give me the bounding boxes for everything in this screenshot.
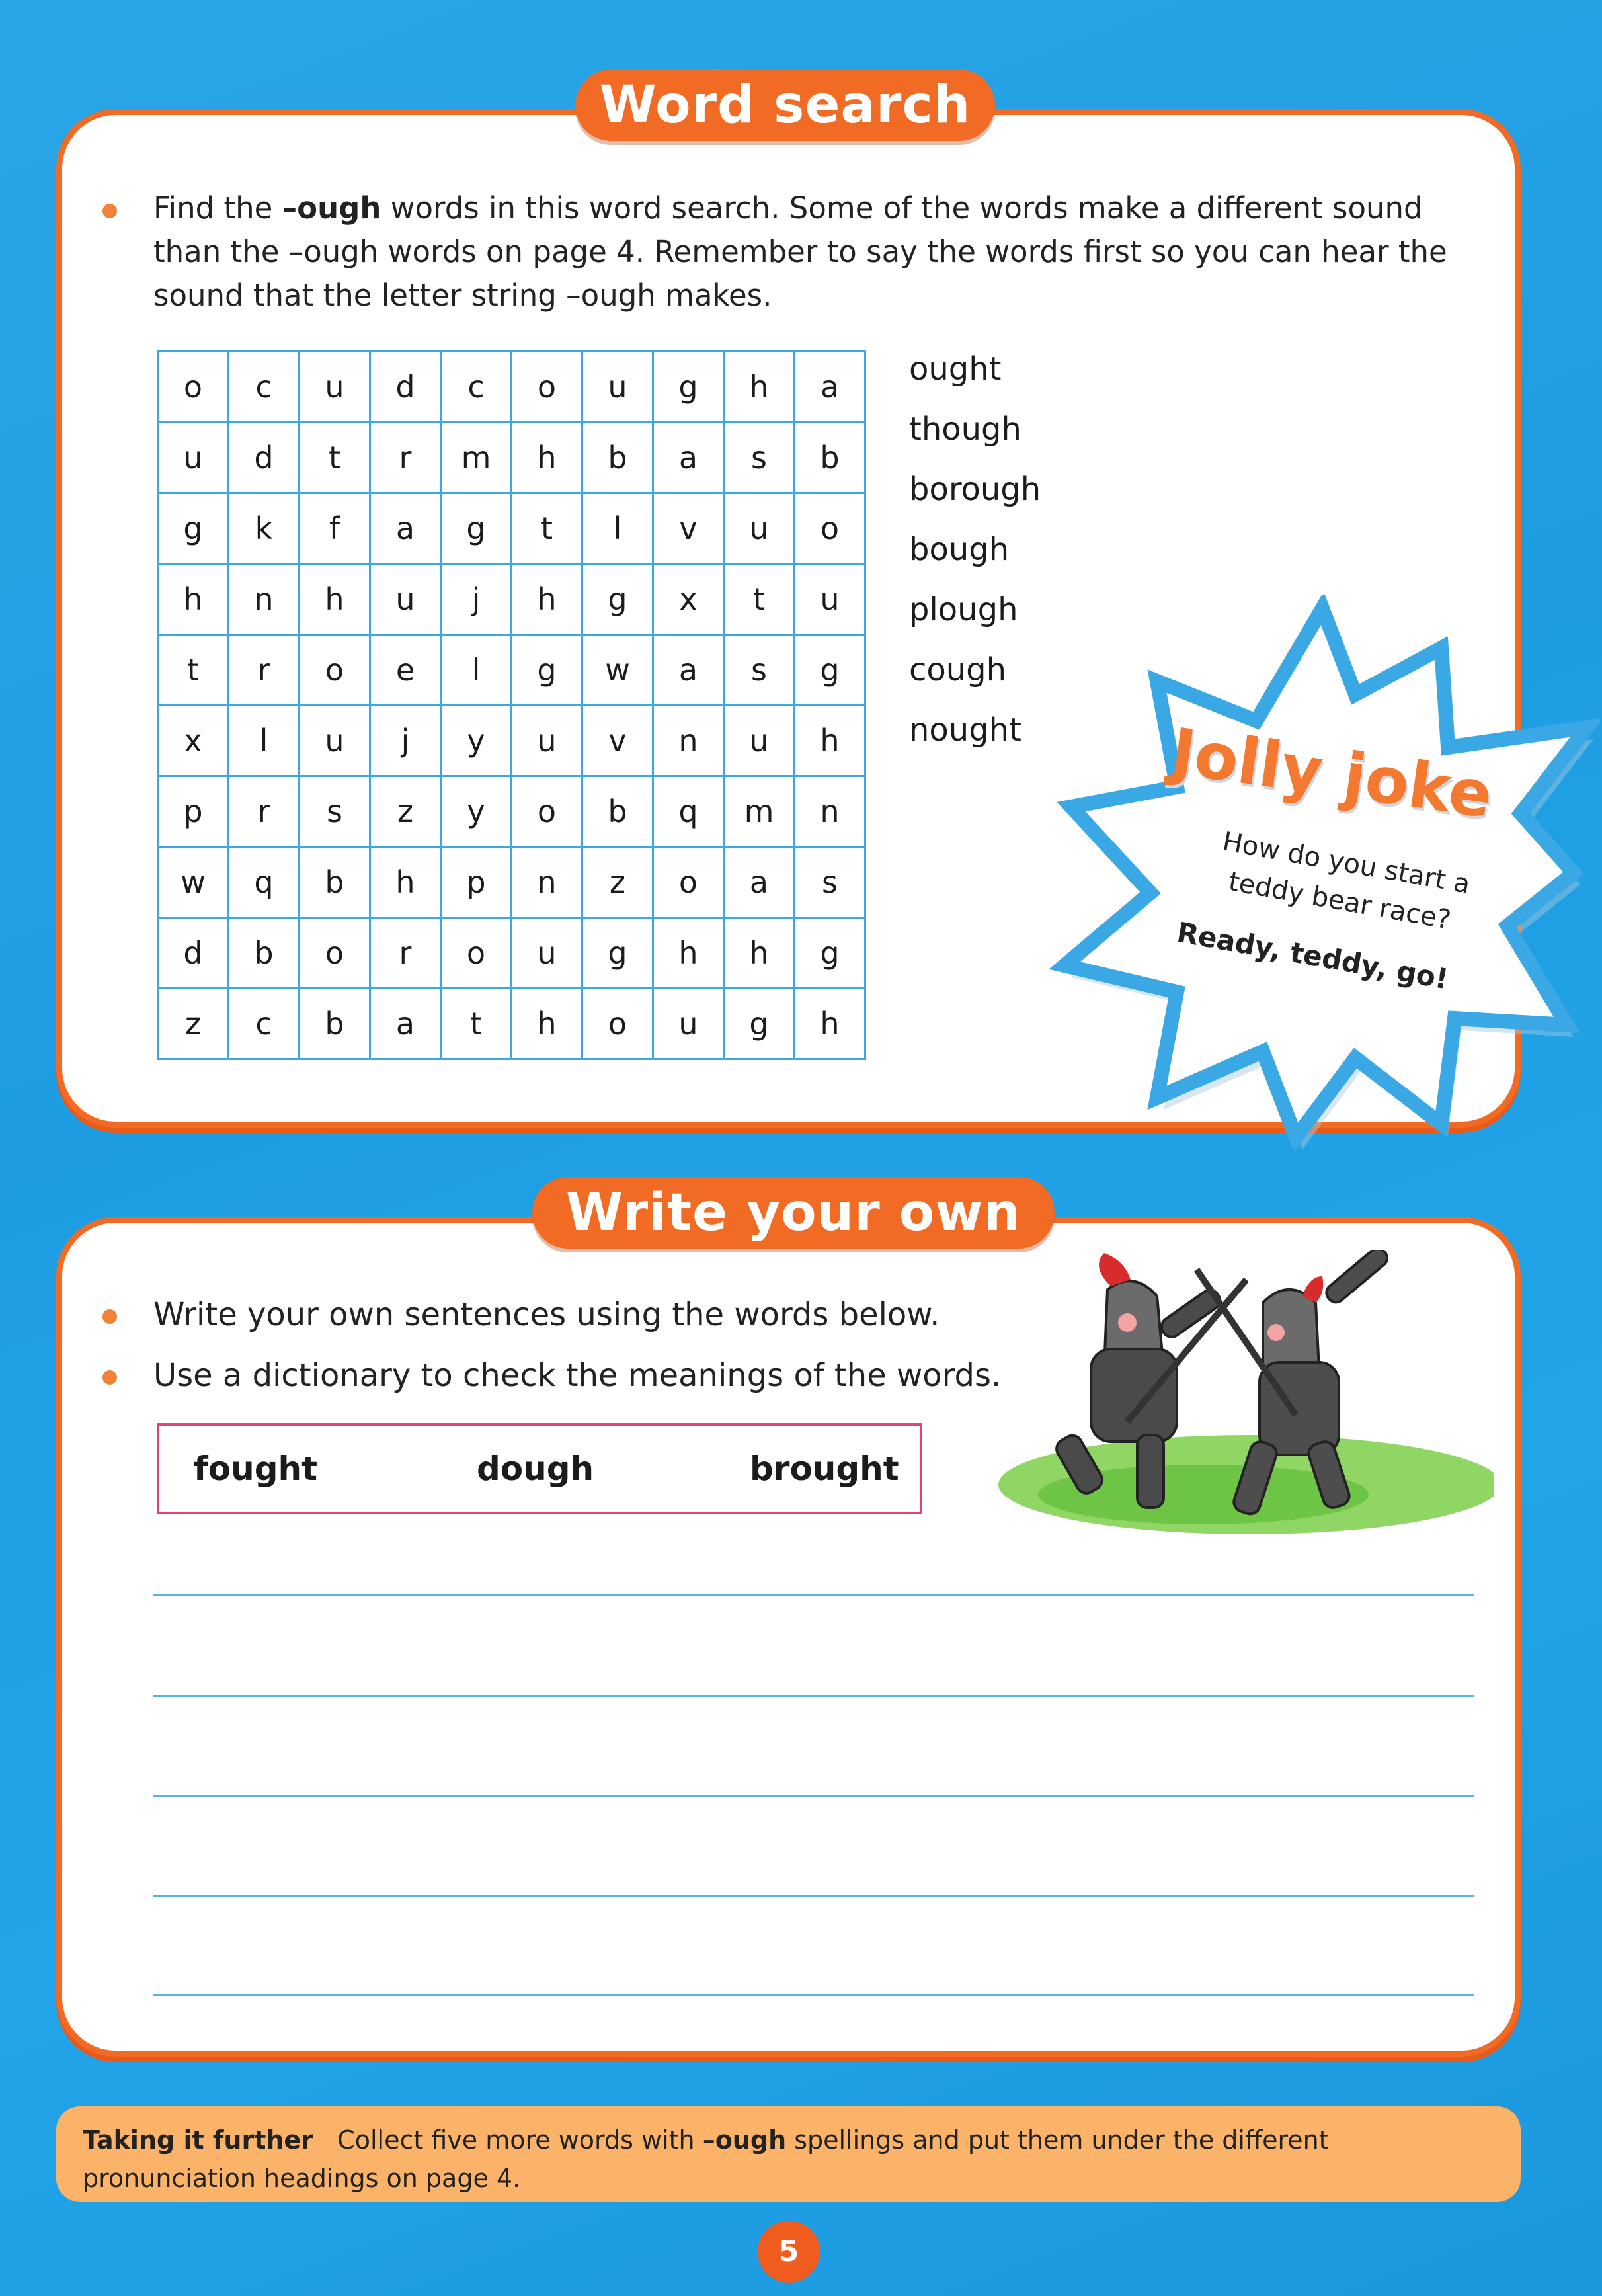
grid-cell[interactable]: p bbox=[441, 847, 512, 918]
word-list-item: plough bbox=[909, 591, 1018, 628]
grid-cell[interactable]: b bbox=[795, 423, 865, 493]
grid-cell[interactable]: u bbox=[512, 706, 582, 776]
grid-cell[interactable]: o bbox=[512, 352, 582, 423]
grid-cell[interactable]: r bbox=[370, 423, 441, 493]
taking-it-further-box bbox=[56, 2106, 1521, 2202]
writing-line[interactable] bbox=[153, 1895, 1474, 1897]
grid-cell[interactable]: g bbox=[582, 918, 653, 989]
grid-cell[interactable]: g bbox=[795, 635, 865, 706]
grid-cell[interactable]: b bbox=[582, 776, 653, 847]
word-search-instruction bbox=[153, 186, 1476, 317]
grid-cell[interactable]: f bbox=[300, 493, 370, 564]
grid-cell[interactable]: s bbox=[724, 635, 795, 706]
grid-cell[interactable]: h bbox=[512, 564, 582, 635]
grid-cell[interactable]: u bbox=[724, 706, 795, 776]
grid-row bbox=[158, 423, 865, 493]
word-list bbox=[909, 344, 1041, 765]
grid-cell[interactable]: g bbox=[653, 352, 724, 423]
grid-cell[interactable]: o bbox=[653, 847, 724, 918]
grid-cell[interactable]: j bbox=[441, 564, 512, 635]
grid-cell[interactable]: d bbox=[229, 423, 300, 493]
grid-cell[interactable]: b bbox=[229, 918, 300, 989]
grid-cell[interactable]: t bbox=[158, 635, 229, 706]
word-search-heading: Word search bbox=[575, 69, 995, 141]
word-list-item: borough bbox=[909, 471, 1041, 508]
grid-cell[interactable]: o bbox=[300, 635, 370, 706]
grid-cell[interactable]: g bbox=[724, 989, 795, 1059]
writing-line[interactable] bbox=[153, 1594, 1474, 1596]
grid-cell[interactable]: c bbox=[441, 352, 512, 423]
grid-cell[interactable]: h bbox=[370, 847, 441, 918]
word-bank-item: fought bbox=[194, 1450, 317, 1488]
grid-cell[interactable]: a bbox=[653, 423, 724, 493]
grid-cell[interactable]: z bbox=[582, 847, 653, 918]
grid-cell[interactable]: t bbox=[441, 989, 512, 1059]
grid-cell[interactable]: g bbox=[158, 493, 229, 564]
grid-cell[interactable]: g bbox=[795, 918, 865, 989]
instruction-bold-ough: –ough bbox=[282, 190, 381, 226]
grid-cell[interactable]: v bbox=[582, 706, 653, 776]
grid-cell[interactable]: u bbox=[653, 989, 724, 1059]
grid-cell[interactable]: n bbox=[512, 847, 582, 918]
grid-cell[interactable]: x bbox=[158, 706, 229, 776]
grid-row bbox=[158, 352, 865, 423]
grid-cell[interactable]: a bbox=[795, 352, 865, 423]
grid-cell[interactable]: q bbox=[653, 776, 724, 847]
grid-cell[interactable]: d bbox=[370, 352, 441, 423]
jolly-joke-question: How do you start a teddy bear race? bbox=[1220, 826, 1473, 936]
bullet-icon bbox=[102, 1370, 117, 1385]
grid-cell[interactable]: k bbox=[229, 493, 300, 564]
taking-it-further-bold: –ough bbox=[702, 2125, 787, 2154]
grid-row bbox=[158, 918, 865, 989]
grid-cell[interactable]: b bbox=[582, 423, 653, 493]
write-instruction-2: Use a dictionary to check the meanings of the words. bbox=[153, 1357, 1002, 1394]
grid-cell[interactable]: g bbox=[441, 493, 512, 564]
grid-cell[interactable]: b bbox=[300, 847, 370, 918]
grid-cell[interactable]: h bbox=[795, 989, 865, 1059]
grid-cell[interactable]: h bbox=[300, 564, 370, 635]
grid-cell[interactable]: n bbox=[229, 564, 300, 635]
grid-cell[interactable]: o bbox=[512, 776, 582, 847]
grid-cell[interactable]: a bbox=[370, 493, 441, 564]
grid-cell[interactable]: l bbox=[441, 635, 512, 706]
grid-cell[interactable]: n bbox=[653, 706, 724, 776]
grid-cell[interactable]: h bbox=[795, 706, 865, 776]
grid-row bbox=[158, 493, 865, 564]
grid-cell[interactable]: s bbox=[795, 847, 865, 918]
writing-line[interactable] bbox=[153, 1795, 1474, 1797]
bullet-icon bbox=[102, 204, 117, 218]
word-bank-item: dough bbox=[477, 1450, 594, 1488]
grid-cell[interactable]: c bbox=[229, 352, 300, 423]
grid-cell[interactable]: t bbox=[300, 423, 370, 493]
grid-cell[interactable]: h bbox=[512, 989, 582, 1059]
word-bank-item: brought bbox=[750, 1450, 899, 1488]
grid-cell[interactable]: a bbox=[370, 989, 441, 1059]
grid-cell[interactable]: o bbox=[158, 352, 229, 423]
grid-cell[interactable]: u bbox=[300, 706, 370, 776]
grid-cell[interactable]: o bbox=[582, 989, 653, 1059]
word-list-item: ought bbox=[909, 350, 1002, 388]
grid-cell[interactable]: y bbox=[441, 776, 512, 847]
grid-cell[interactable]: a bbox=[653, 635, 724, 706]
grid-cell[interactable]: d bbox=[158, 918, 229, 989]
grid-cell[interactable]: o bbox=[795, 493, 865, 564]
grid-row bbox=[158, 635, 865, 706]
jolly-joke-answer: Ready, teddy, go! bbox=[1174, 916, 1451, 996]
grid-cell[interactable]: q bbox=[229, 847, 300, 918]
grid-cell[interactable]: u bbox=[582, 352, 653, 423]
taking-it-further-text: spellings and put them under the different pronunciation headings on page 4. bbox=[83, 2125, 1329, 2193]
jolly-joke-title: Jolly joke bbox=[1166, 714, 1497, 833]
grid-cell[interactable]: t bbox=[724, 564, 795, 635]
grid-row bbox=[158, 776, 865, 847]
grid-cell[interactable]: r bbox=[229, 776, 300, 847]
grid-cell[interactable]: c bbox=[229, 989, 300, 1059]
grid-cell[interactable]: h bbox=[512, 423, 582, 493]
grid-cell[interactable]: l bbox=[229, 706, 300, 776]
grid-cell[interactable]: h bbox=[724, 918, 795, 989]
grid-cell[interactable]: v bbox=[653, 493, 724, 564]
bullet-icon bbox=[102, 1309, 117, 1324]
grid-row bbox=[158, 847, 865, 918]
grid-row bbox=[158, 564, 865, 635]
grid-cell[interactable]: a bbox=[724, 847, 795, 918]
instruction-text: words in this word search. Some of the words make a different sound than the –ough words on page 4. Remember to say the words first so you can hear the sound that the letter string –ough makes. bbox=[153, 190, 1447, 313]
grid-cell[interactable]: z bbox=[158, 989, 229, 1059]
grid-cell[interactable]: e bbox=[370, 635, 441, 706]
taking-it-further-label: Taking it further bbox=[83, 2125, 313, 2154]
grid-cell[interactable]: u bbox=[370, 564, 441, 635]
grid-cell[interactable]: h bbox=[158, 564, 229, 635]
grid-cell[interactable]: p bbox=[158, 776, 229, 847]
taking-it-further-text: Collect five more words with bbox=[337, 2125, 703, 2154]
grid-cell[interactable]: o bbox=[441, 918, 512, 989]
knights-illustration-icon bbox=[985, 1250, 1494, 1534]
page-number: 5 bbox=[758, 2221, 820, 2283]
grid-cell[interactable]: u bbox=[512, 918, 582, 989]
grid-cell[interactable]: h bbox=[653, 918, 724, 989]
grid-cell[interactable]: r bbox=[229, 635, 300, 706]
word-list-item: though bbox=[909, 411, 1021, 448]
word-bank-box bbox=[157, 1423, 922, 1514]
grid-cell[interactable]: y bbox=[441, 706, 512, 776]
grid-row bbox=[158, 706, 865, 776]
grid-cell[interactable]: b bbox=[300, 989, 370, 1059]
word-list-item: nought bbox=[909, 712, 1021, 749]
grid-cell[interactable]: g bbox=[512, 635, 582, 706]
grid-cell[interactable]: u bbox=[158, 423, 229, 493]
instruction-text: Find the bbox=[153, 190, 282, 226]
grid-cell[interactable]: s bbox=[300, 776, 370, 847]
write-instruction-1: Write your own sentences using the words below. bbox=[153, 1296, 940, 1333]
grid-cell[interactable]: n bbox=[795, 776, 865, 847]
grid-cell[interactable]: m bbox=[724, 776, 795, 847]
writing-line[interactable] bbox=[153, 1695, 1474, 1697]
write-your-own-heading: Write your own bbox=[532, 1177, 1055, 1249]
grid-cell[interactable]: u bbox=[724, 493, 795, 564]
grid-cell[interactable]: z bbox=[370, 776, 441, 847]
word-list-item: cough bbox=[909, 651, 1007, 688]
grid-cell[interactable]: l bbox=[582, 493, 653, 564]
grid-cell[interactable]: s bbox=[724, 423, 795, 493]
grid-cell[interactable]: o bbox=[300, 918, 370, 989]
writing-line[interactable] bbox=[153, 1994, 1474, 1996]
grid-row bbox=[158, 989, 865, 1059]
grid-cell[interactable]: x bbox=[653, 564, 724, 635]
grid-cell[interactable]: u bbox=[300, 352, 370, 423]
grid-cell[interactable]: m bbox=[441, 423, 512, 493]
word-list-item: bough bbox=[909, 531, 1010, 568]
grid-cell[interactable]: h bbox=[724, 352, 795, 423]
grid-cell[interactable]: r bbox=[370, 918, 441, 989]
grid-cell[interactable]: g bbox=[582, 564, 653, 635]
grid-cell[interactable]: w bbox=[582, 635, 653, 706]
grid-cell[interactable]: u bbox=[795, 564, 865, 635]
grid-cell[interactable]: w bbox=[158, 847, 229, 918]
grid-cell[interactable]: t bbox=[512, 493, 582, 564]
grid-cell[interactable]: j bbox=[370, 706, 441, 776]
word-search-grid bbox=[157, 350, 866, 1060]
